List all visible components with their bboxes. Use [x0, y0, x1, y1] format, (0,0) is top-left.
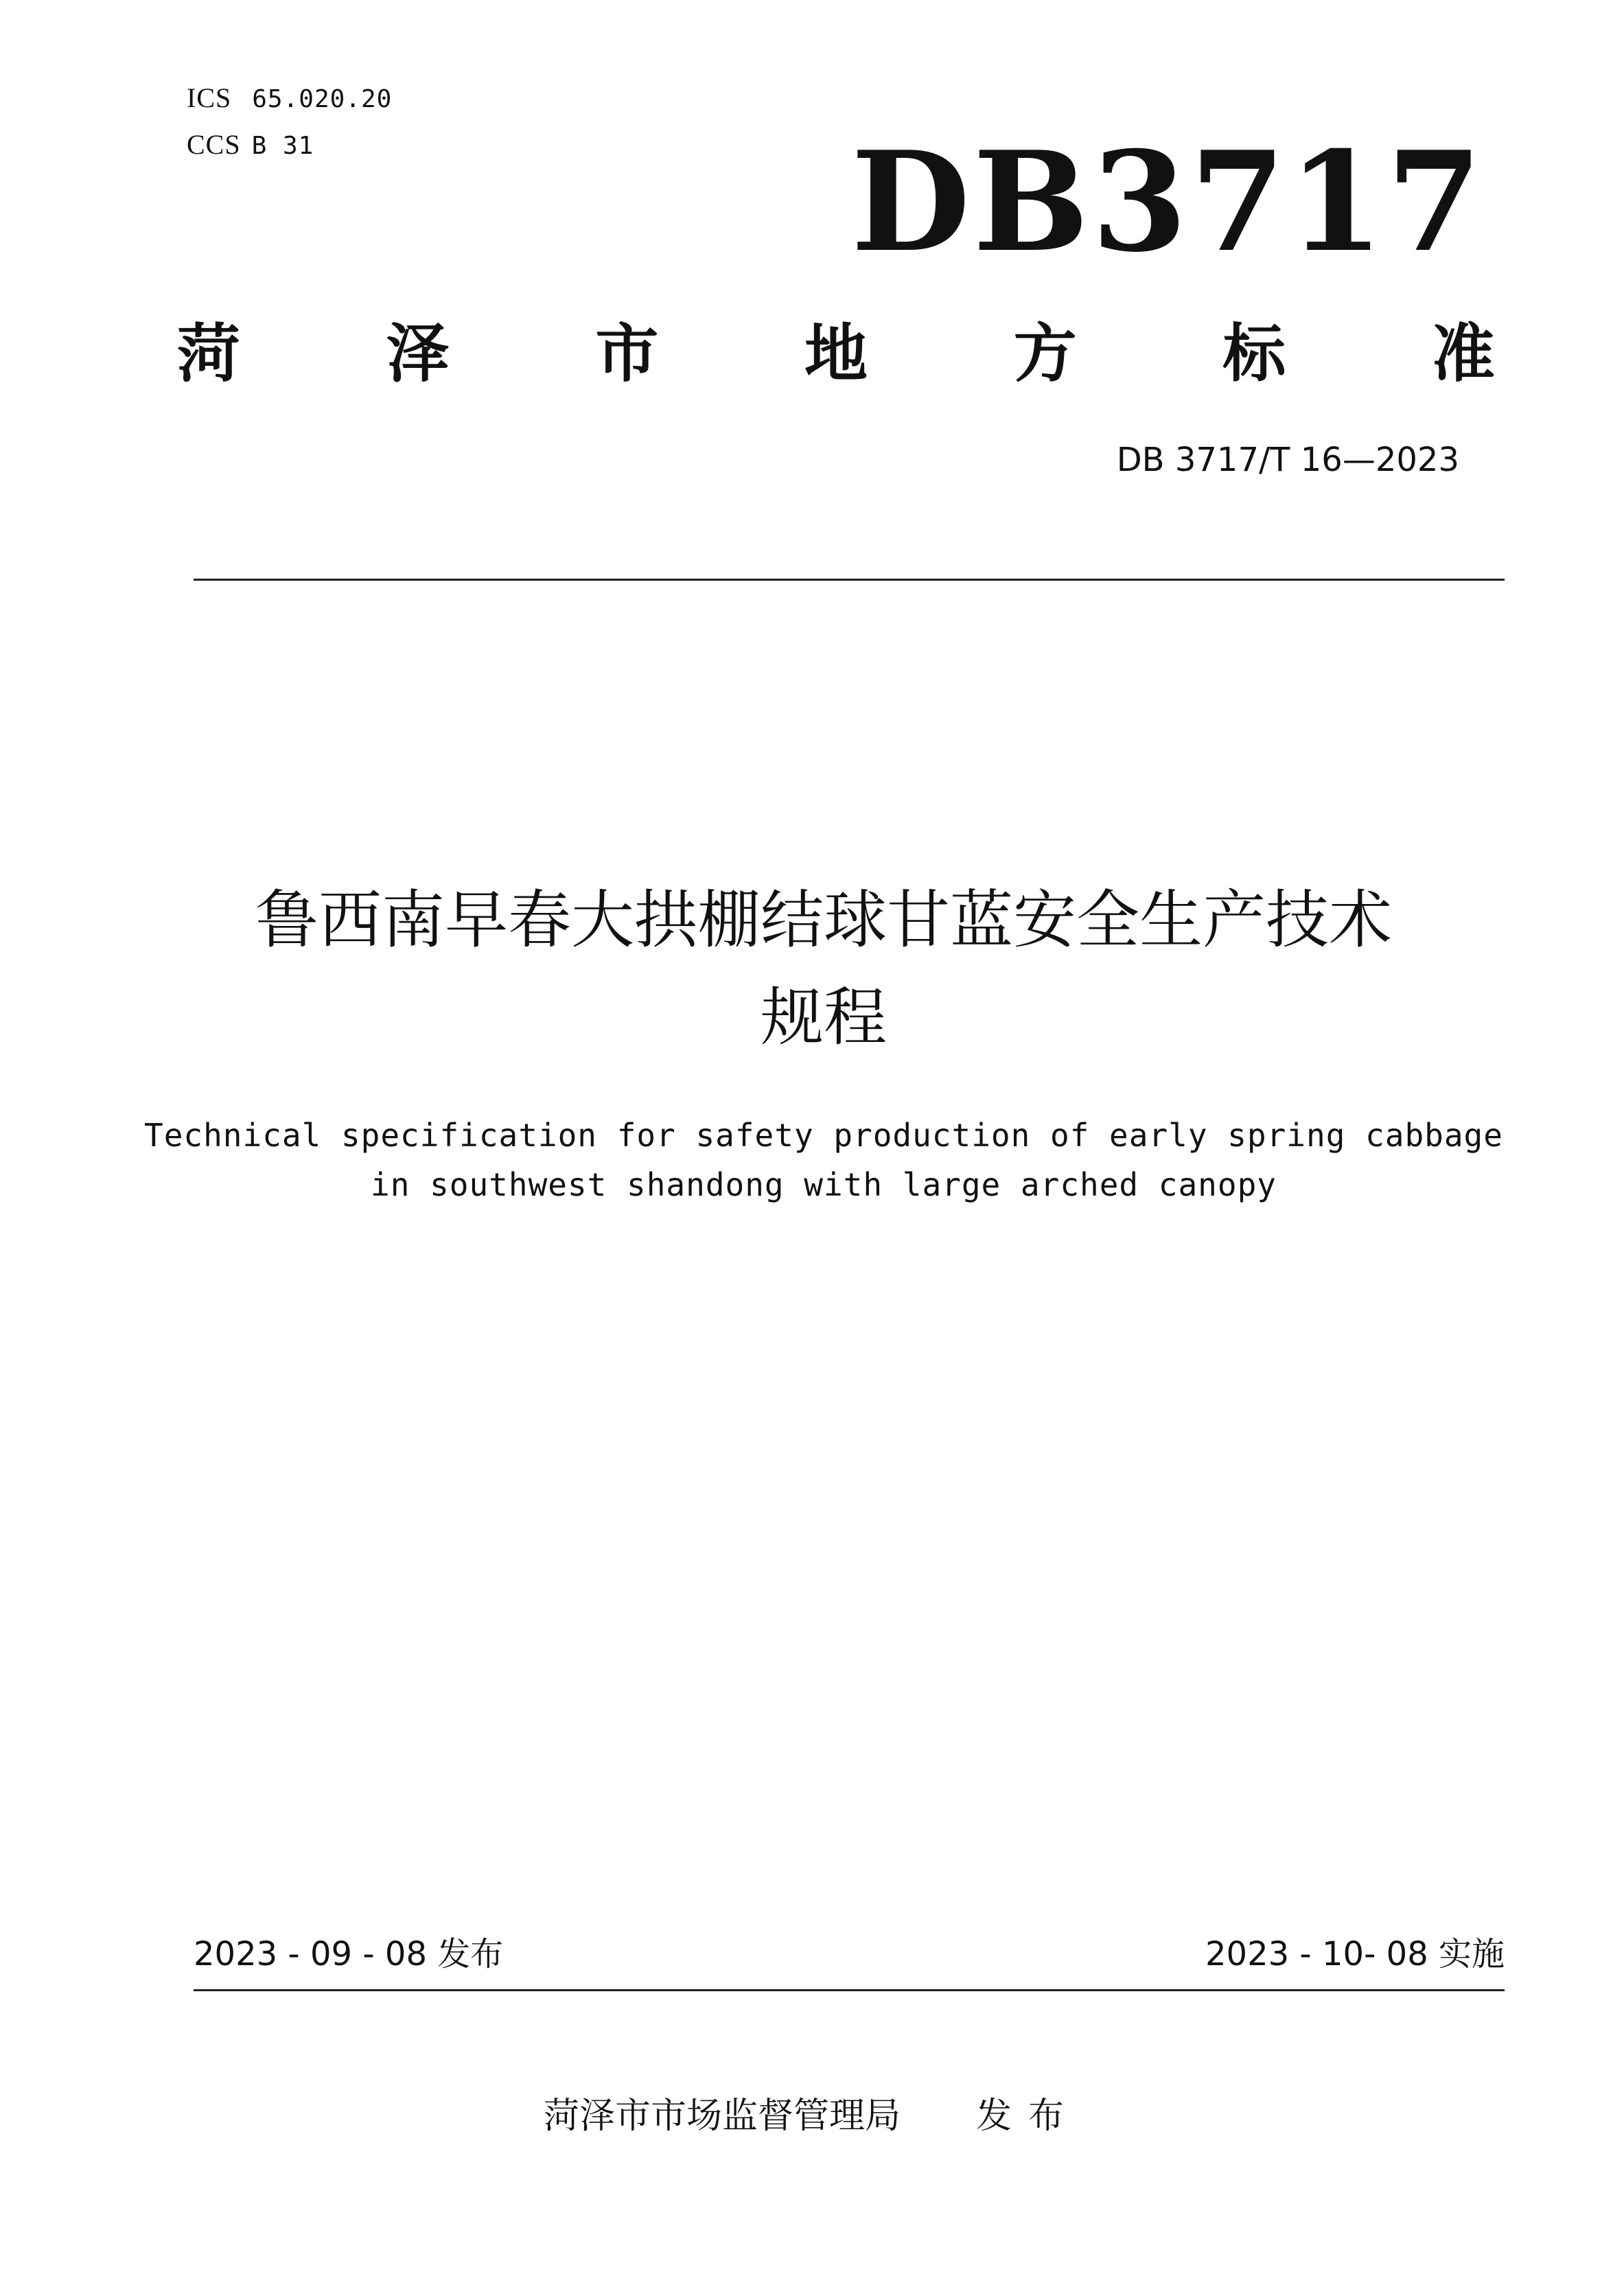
title-english: [137, 1111, 1510, 1209]
ccs-code: B 31: [251, 132, 314, 160]
title-english-line: in southwest shandong with large arched canopy: [371, 1166, 1277, 1203]
db-logo: DB3717: [851, 121, 1485, 283]
standard-type-char: 市: [595, 316, 659, 391]
standard-number: DB 3717/T 16—2023: [1116, 441, 1459, 479]
ics-row: [187, 76, 392, 122]
publisher-line: [0, 2092, 1624, 2140]
standard-type-char: 方: [1013, 316, 1077, 391]
title-chinese-line: 鲁西南早春大拱棚结球甘蓝安全生产技术: [255, 883, 1392, 957]
standard-type-char: 准: [1431, 316, 1495, 391]
publish-action: 发布: [976, 2096, 1081, 2137]
standard-type-char: 标: [1222, 316, 1286, 391]
standard-type-char: 菏: [177, 316, 241, 391]
issue-date: 2023 - 09 - 08 发布: [194, 1935, 504, 1973]
effective-date: 2023 - 10- 08 实施: [1205, 1935, 1505, 1973]
standard-type-char: 地: [804, 316, 868, 391]
top-divider: [194, 579, 1505, 581]
ccs-label: CCS: [187, 129, 241, 160]
standard-type-char: 泽: [386, 316, 450, 391]
bottom-divider: [194, 1989, 1505, 1991]
ics-label: ICS: [187, 82, 232, 113]
publisher-name: 菏泽市市场监督管理局: [543, 2096, 901, 2137]
title-english-line: Technical specification for safety production of early spring cabbage: [144, 1117, 1503, 1154]
title-chinese: [137, 872, 1510, 1067]
standard-type: [177, 312, 1495, 395]
ccs-row: [187, 122, 392, 169]
ics-code: 65.020.20: [252, 85, 393, 113]
title-chinese-line: 规程: [760, 981, 887, 1054]
classification-codes: [187, 76, 392, 169]
